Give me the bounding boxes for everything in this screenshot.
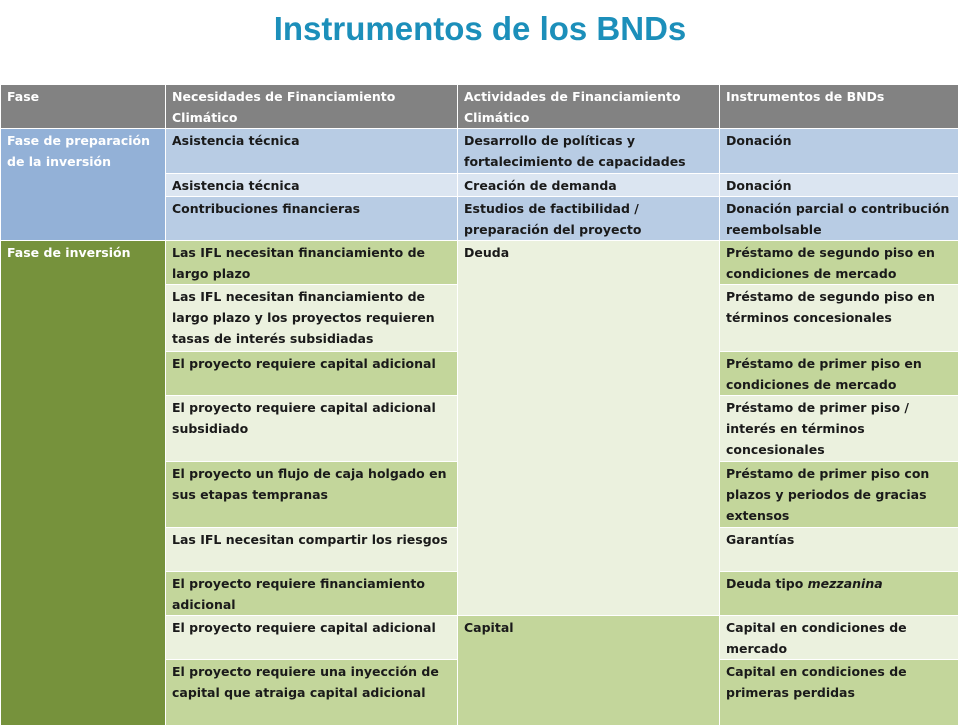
instrument-cell: Préstamo de primer piso con plazos y periodos de gracias extensos — [720, 462, 959, 528]
table-row — [1, 129, 959, 174]
instrument-cell: Garantías — [720, 528, 959, 572]
instrument-cell: Préstamo de segundo piso en términos concesionales — [720, 285, 959, 352]
need-cell: Asistencia técnica — [166, 129, 458, 174]
instrument-cell: Capital en condiciones de primeras perdidas — [720, 660, 959, 726]
header-needs: Necesidades de Financiamiento Climático — [166, 85, 458, 129]
header-activities: Actividades de Financiamiento Climático — [458, 85, 720, 129]
need-cell: Asistencia técnica — [166, 174, 458, 197]
instruments-table — [0, 84, 959, 726]
instrument-cell: Donación — [720, 174, 959, 197]
need-cell: Las IFL necesitan compartir los riesgos — [166, 528, 458, 572]
instrument-cell: Capital en condiciones de mercado — [720, 616, 959, 660]
need-cell: El proyecto requiere capital adicional subsidiado — [166, 396, 458, 462]
activity-cell: Estudios de factibilidad / preparación del proyecto — [458, 197, 720, 241]
instrument-cell: Donación parcial o contribución reembolsable — [720, 197, 959, 241]
need-cell: Las IFL necesitan financiamiento de largo plazo y los proyectos requieren tasas de interés subsidiadas — [166, 285, 458, 352]
activity-cell: Creación de demanda — [458, 174, 720, 197]
instrument-cell: Préstamo de segundo piso en condiciones de mercado — [720, 241, 959, 285]
need-cell: El proyecto requiere capital adicional — [166, 352, 458, 396]
instrument-italic: mezzanina — [807, 576, 883, 591]
header-phase: Fase — [1, 85, 166, 129]
need-cell: El proyecto requiere una inyección de capital que atraiga capital adicional — [166, 660, 458, 726]
instrument-prefix: Deuda tipo — [726, 576, 808, 591]
activity-cell: Desarrollo de políticas y fortalecimiento de capacidades — [458, 129, 720, 174]
debt-activity-cell: Deuda — [458, 241, 720, 616]
need-cell: Las IFL necesitan financiamiento de largo plazo — [166, 241, 458, 285]
need-cell: Contribuciones financieras — [166, 197, 458, 241]
capital-activity-cell: Capital — [458, 616, 720, 726]
need-cell: El proyecto requiere financiamiento adicional — [166, 572, 458, 616]
table-row — [1, 241, 959, 285]
instrument-cell: Préstamo de primer piso en condiciones de mercado — [720, 352, 959, 396]
table-header-row — [1, 85, 959, 129]
need-cell: El proyecto un flujo de caja holgado en sus etapas tempranas — [166, 462, 458, 528]
phase-prep-cell: Fase de preparación de la inversión — [1, 129, 166, 241]
instrument-cell — [720, 572, 959, 616]
instrument-cell: Donación — [720, 129, 959, 174]
need-cell: El proyecto requiere capital adicional — [166, 616, 458, 660]
header-instruments: Instrumentos de BNDs — [720, 85, 959, 129]
page-title: Instrumentos de los BNDs — [273, 10, 687, 47]
instrument-cell: Préstamo de primer piso / interés en términos concesionales — [720, 396, 959, 462]
phase-inv-cell: Fase de inversión — [1, 241, 166, 726]
